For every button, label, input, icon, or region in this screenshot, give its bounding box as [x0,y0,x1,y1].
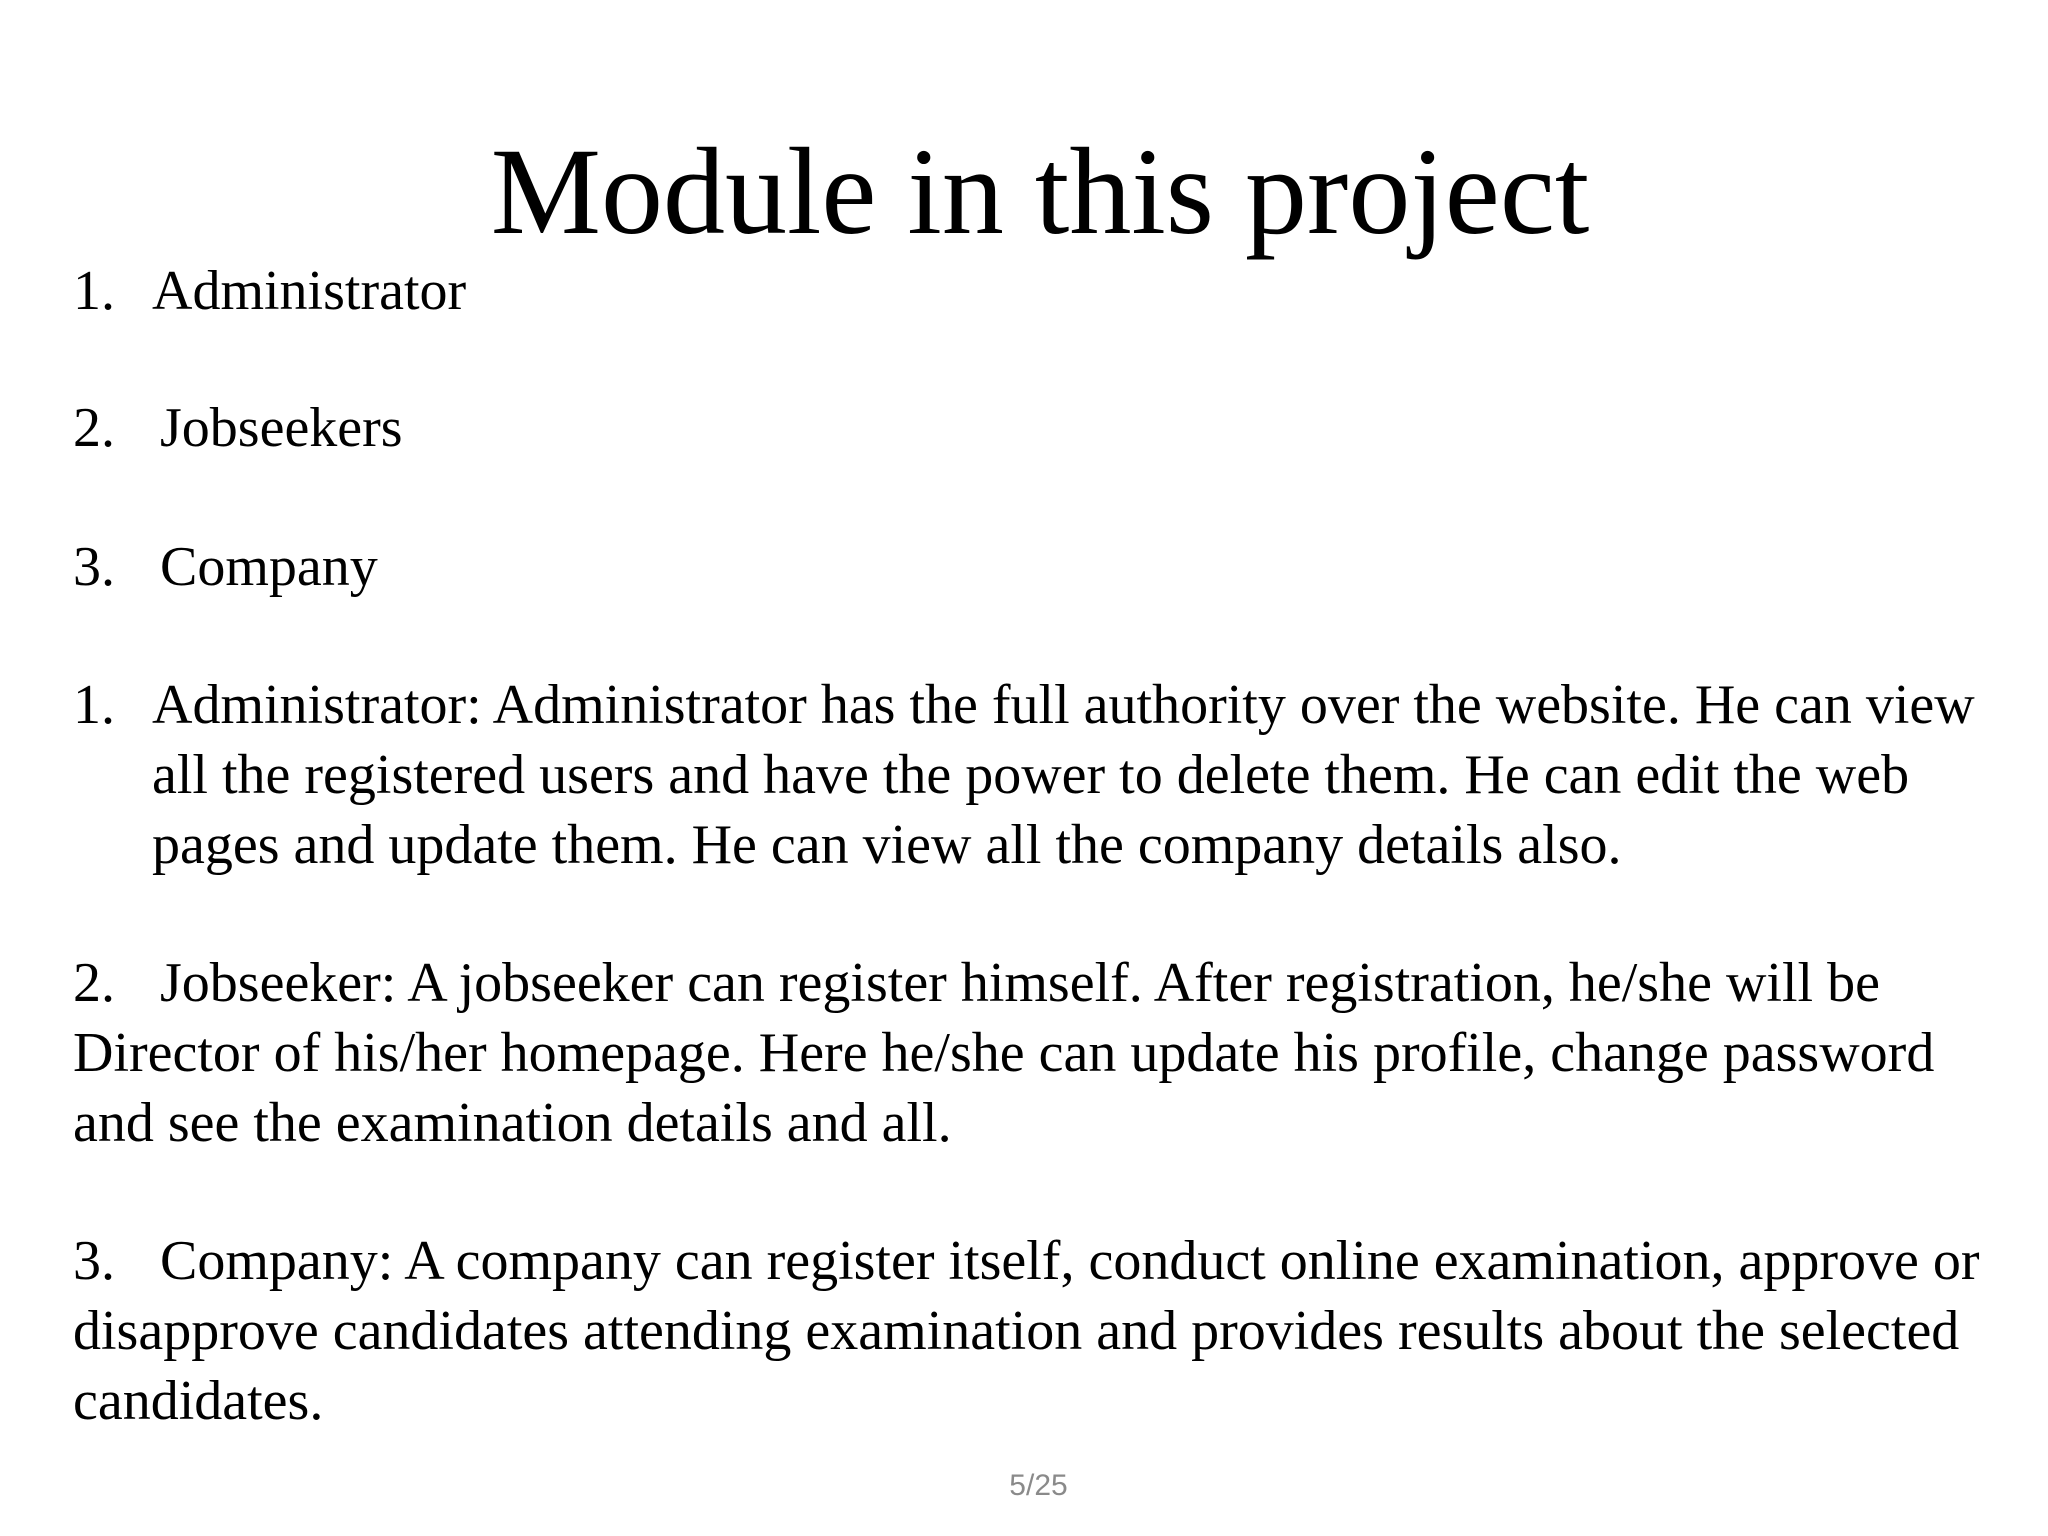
list-number: 3. [73,536,115,598]
description-text: Company: A company can register itself, conduct online examination, approve or disapprove candidates attending examination and provides results about the selected candidates. [73,1230,1980,1432]
list-label: Jobseekers [160,397,403,459]
list-number: 1. [73,674,115,736]
company-description [73,1226,2023,1436]
module-list-item [73,256,466,326]
list-number: 2. [73,397,115,459]
list-label: Company [160,536,378,598]
jobseeker-description [73,948,2023,1158]
module-list-item [73,532,378,602]
page-number: 5/25 [1009,1469,1068,1502]
module-list-item [73,393,403,463]
administrator-description [73,670,2023,880]
list-number: 3. [73,1230,115,1292]
list-label: Administrator [152,260,467,322]
description-text: Jobseeker: A jobseeker can register himself. After registration, he/she will be Director of his/her homepage. Here he/she can update his profile, change password and see the examination details and all. [73,952,1935,1154]
slide-title: Module in this project [490,123,1590,260]
description-text: Administrator: Administrator has the full authority over the website. He can view all the registered users and have the power to delete them. He can edit the web pages and update them. He can view all the company details also. [152,674,1975,876]
list-number: 2. [73,952,115,1014]
list-number: 1. [73,260,115,322]
